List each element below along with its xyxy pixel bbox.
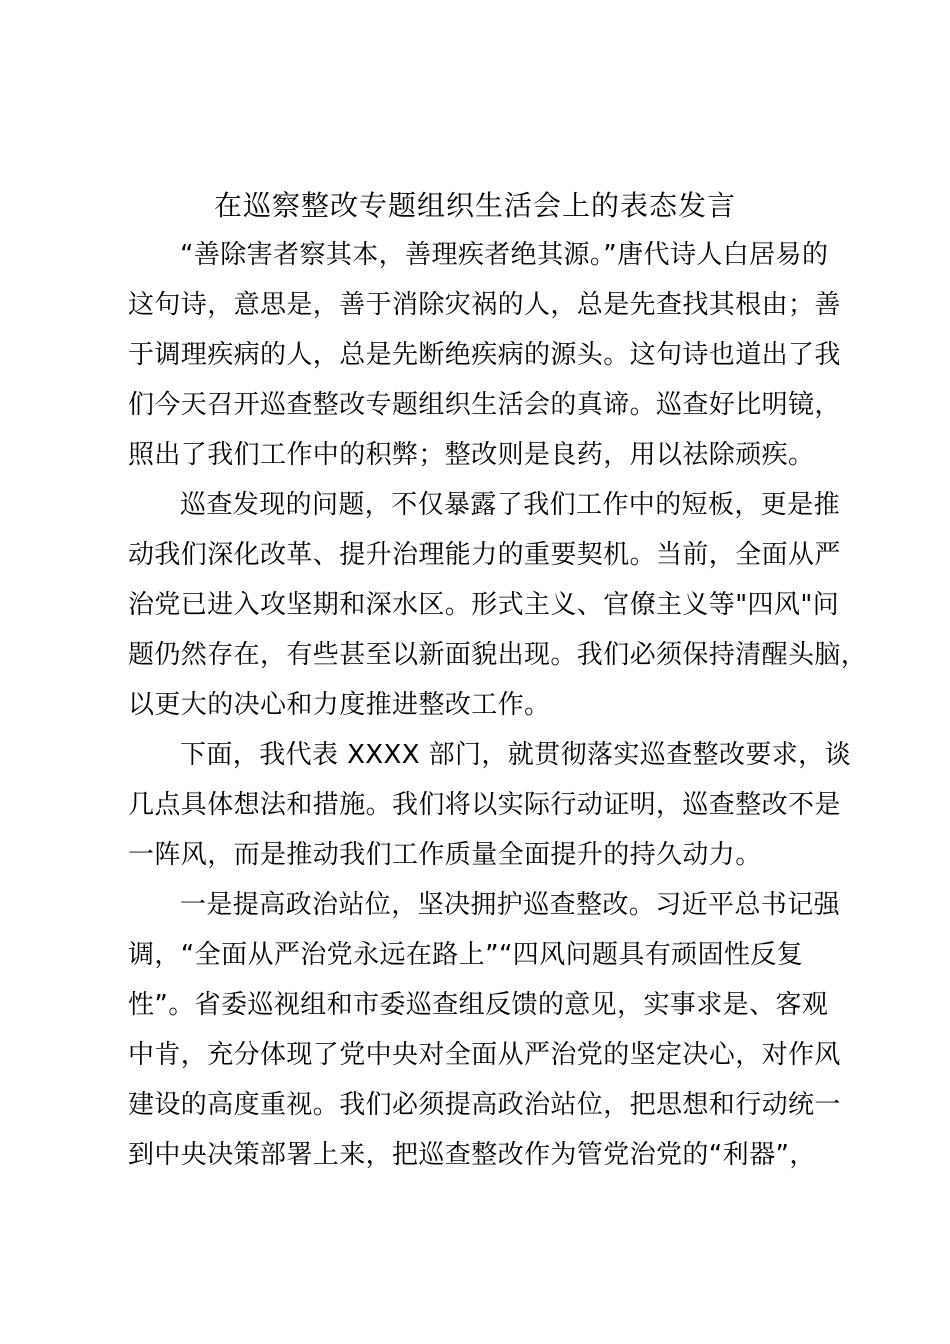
paragraph-4 [128, 880, 848, 1180]
paragraph-line: 下面，我代表 XXXX 部门，就贯彻落实巡查整改要求，谈 [180, 740, 851, 770]
paragraph-line: 巡查发现的问题，不仅暴露了我们工作中的短板，更是推 [180, 490, 841, 520]
paragraph-line: 几点具体想法和措施。我们将以实际行动证明，巡查整改不是 [128, 790, 841, 820]
paragraph-line: 建设的高度重视。我们必须提高政治站位，把思想和行动统一 [128, 1090, 841, 1120]
paragraph-2 [128, 480, 868, 730]
paragraph-1 [128, 230, 848, 480]
paragraph-line: 中肯，充分体现了党中央对全面从严治党的坚定决心，对作风 [128, 1040, 841, 1070]
paragraph-line: 们今天召开巡查整改专题组织生活会的真谛。巡查好比明镜， [128, 390, 841, 420]
paragraph-3 [128, 730, 851, 880]
paragraph-line: 一是提高政治站位，坚决拥护巡查整改。习近平总书记强 [180, 890, 841, 920]
paragraph-line: 性”。省委巡视组和市委巡查组反馈的意见，实事求是、客观 [128, 990, 829, 1020]
paragraph-line: “善除害者察其本，善理疾者绝其源。”唐代诗人白居易的 [180, 240, 829, 270]
paragraph-line: 动我们深化改革、提升治理能力的重要契机。当前，全面从严 [128, 540, 841, 570]
paragraph-line: 调，“全面从严治党永远在路上”“四风问题具有顽固性反复 [128, 940, 804, 970]
paragraph-line: 于调理疾病的人，总是先断绝疾病的源头。这句诗也道出了我 [128, 340, 841, 370]
document-title: 在巡察整改专题组织生活会上的表态发言 [213, 189, 736, 222]
paragraph-line: 照出了我们工作中的积弊；整改则是良药，用以祛除顽疾。 [128, 440, 815, 470]
paragraph-line: 这句诗，意思是，善于消除灾祸的人，总是先查找其根由；善 [128, 290, 841, 320]
paragraph-line: 以更大的决心和力度推进整改工作。 [128, 690, 551, 720]
paragraph-line: 一阵风，而是推动我们工作质量全面提升的持久动力。 [128, 840, 762, 870]
document-body [128, 230, 868, 1180]
paragraph-line: 治党已进入攻坚期和深水区。形式主义、官僚主义等"四风"问 [128, 590, 840, 620]
paragraph-line: 到中央决策部署上来，把巡查整改作为管党治党的“利器”， [128, 1140, 816, 1170]
paragraph-line: 题仍然存在，有些甚至以新面貌出现。我们必须保持清醒头脑， [128, 640, 868, 670]
